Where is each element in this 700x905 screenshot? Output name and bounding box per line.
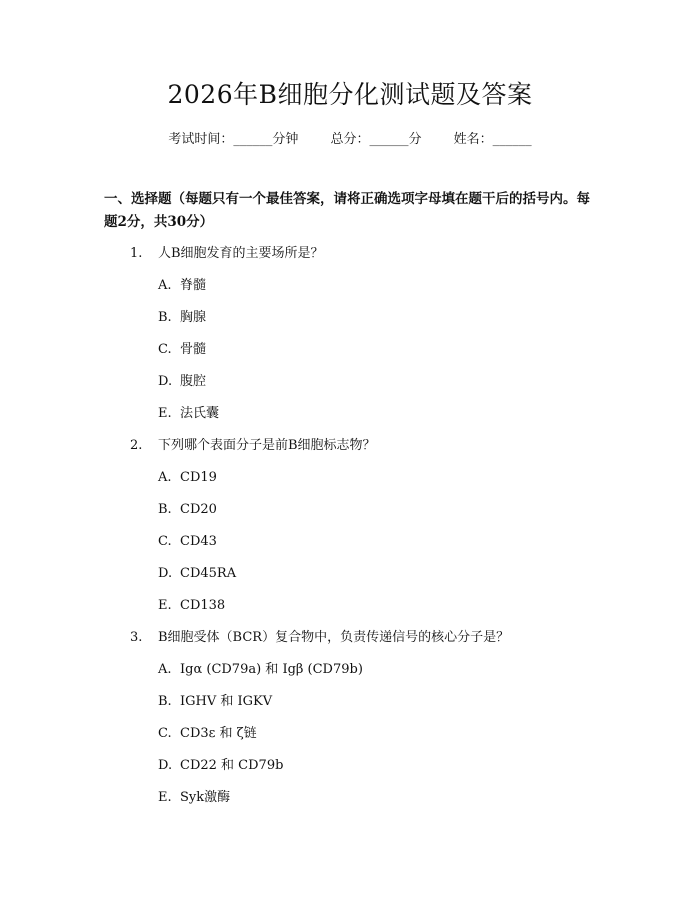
option-text: 骨髓 (180, 342, 207, 357)
option-text: CD45RA (180, 566, 237, 581)
option-item (158, 276, 206, 296)
page-title: 2026年B细胞分化测试题及答案 (167, 80, 533, 109)
question-number: 3. (130, 630, 143, 645)
option-text: Syk激酶 (180, 790, 231, 805)
option-item (158, 788, 230, 808)
question-number: 1. (130, 246, 143, 261)
question-3 (130, 628, 509, 648)
option-letter: E. (158, 406, 172, 421)
option-letter: D. (158, 374, 173, 389)
section-heading: 一、选择题（每题只有一个最佳答案，请将正确选项字母填在题干后的括号内。每题2分，共30分） (104, 191, 590, 230)
option-text: CD3ε 和 ζ链 (180, 726, 257, 741)
option-text: CD138 (180, 598, 226, 613)
option-item (158, 724, 257, 744)
option-letter: A. (158, 470, 172, 485)
option-text: 法氏囊 (180, 406, 220, 421)
option-letter: A. (158, 662, 172, 677)
question-text: B细胞受体（BCR）复合物中，负责传递信号的核心分子是？ (158, 630, 510, 645)
option-letter: B. (158, 310, 172, 325)
option-text: IGHV 和 IGKV (180, 694, 273, 709)
question-text: 人B细胞发育的主要场所是？ (158, 246, 324, 261)
option-item (158, 532, 217, 552)
exam-time-field: 考试时间：______分钟 (168, 132, 299, 147)
option-letter: C. (158, 534, 172, 549)
option-letter: E. (158, 790, 172, 805)
option-item (158, 468, 217, 488)
option-letter: B. (158, 502, 172, 517)
option-item (158, 308, 206, 328)
option-item (158, 660, 363, 680)
question-2 (130, 436, 376, 456)
option-item (158, 404, 219, 424)
option-item (158, 756, 283, 776)
total-score-field: 总分：______分 (330, 132, 422, 147)
exam-info-line (0, 130, 700, 150)
option-text: 脊髓 (180, 278, 207, 293)
option-item (158, 564, 236, 584)
option-item (158, 692, 272, 712)
option-text: CD43 (180, 534, 217, 549)
option-letter: D. (158, 566, 173, 581)
option-letter: D. (158, 758, 173, 773)
option-letter: E. (158, 598, 172, 613)
option-letter: B. (158, 694, 172, 709)
option-text: 腹腔 (180, 374, 207, 389)
option-text: CD20 (180, 502, 217, 517)
option-letter: C. (158, 342, 172, 357)
question-1 (130, 244, 324, 264)
option-text: CD19 (180, 470, 217, 485)
option-text: CD22 和 CD79b (180, 758, 284, 773)
option-item (158, 500, 217, 520)
option-item (158, 372, 206, 392)
option-item (158, 340, 206, 360)
option-item (158, 596, 225, 616)
student-name-field: 姓名：______ (453, 132, 532, 147)
option-text: 胸腺 (180, 310, 207, 325)
option-letter: A. (158, 278, 172, 293)
question-number: 2. (130, 438, 143, 453)
question-text: 下列哪个表面分子是前B细胞标志物？ (158, 438, 376, 453)
option-text: Igα (CD79a) 和 Igβ (CD79b) (180, 662, 363, 677)
option-letter: C. (158, 726, 172, 741)
